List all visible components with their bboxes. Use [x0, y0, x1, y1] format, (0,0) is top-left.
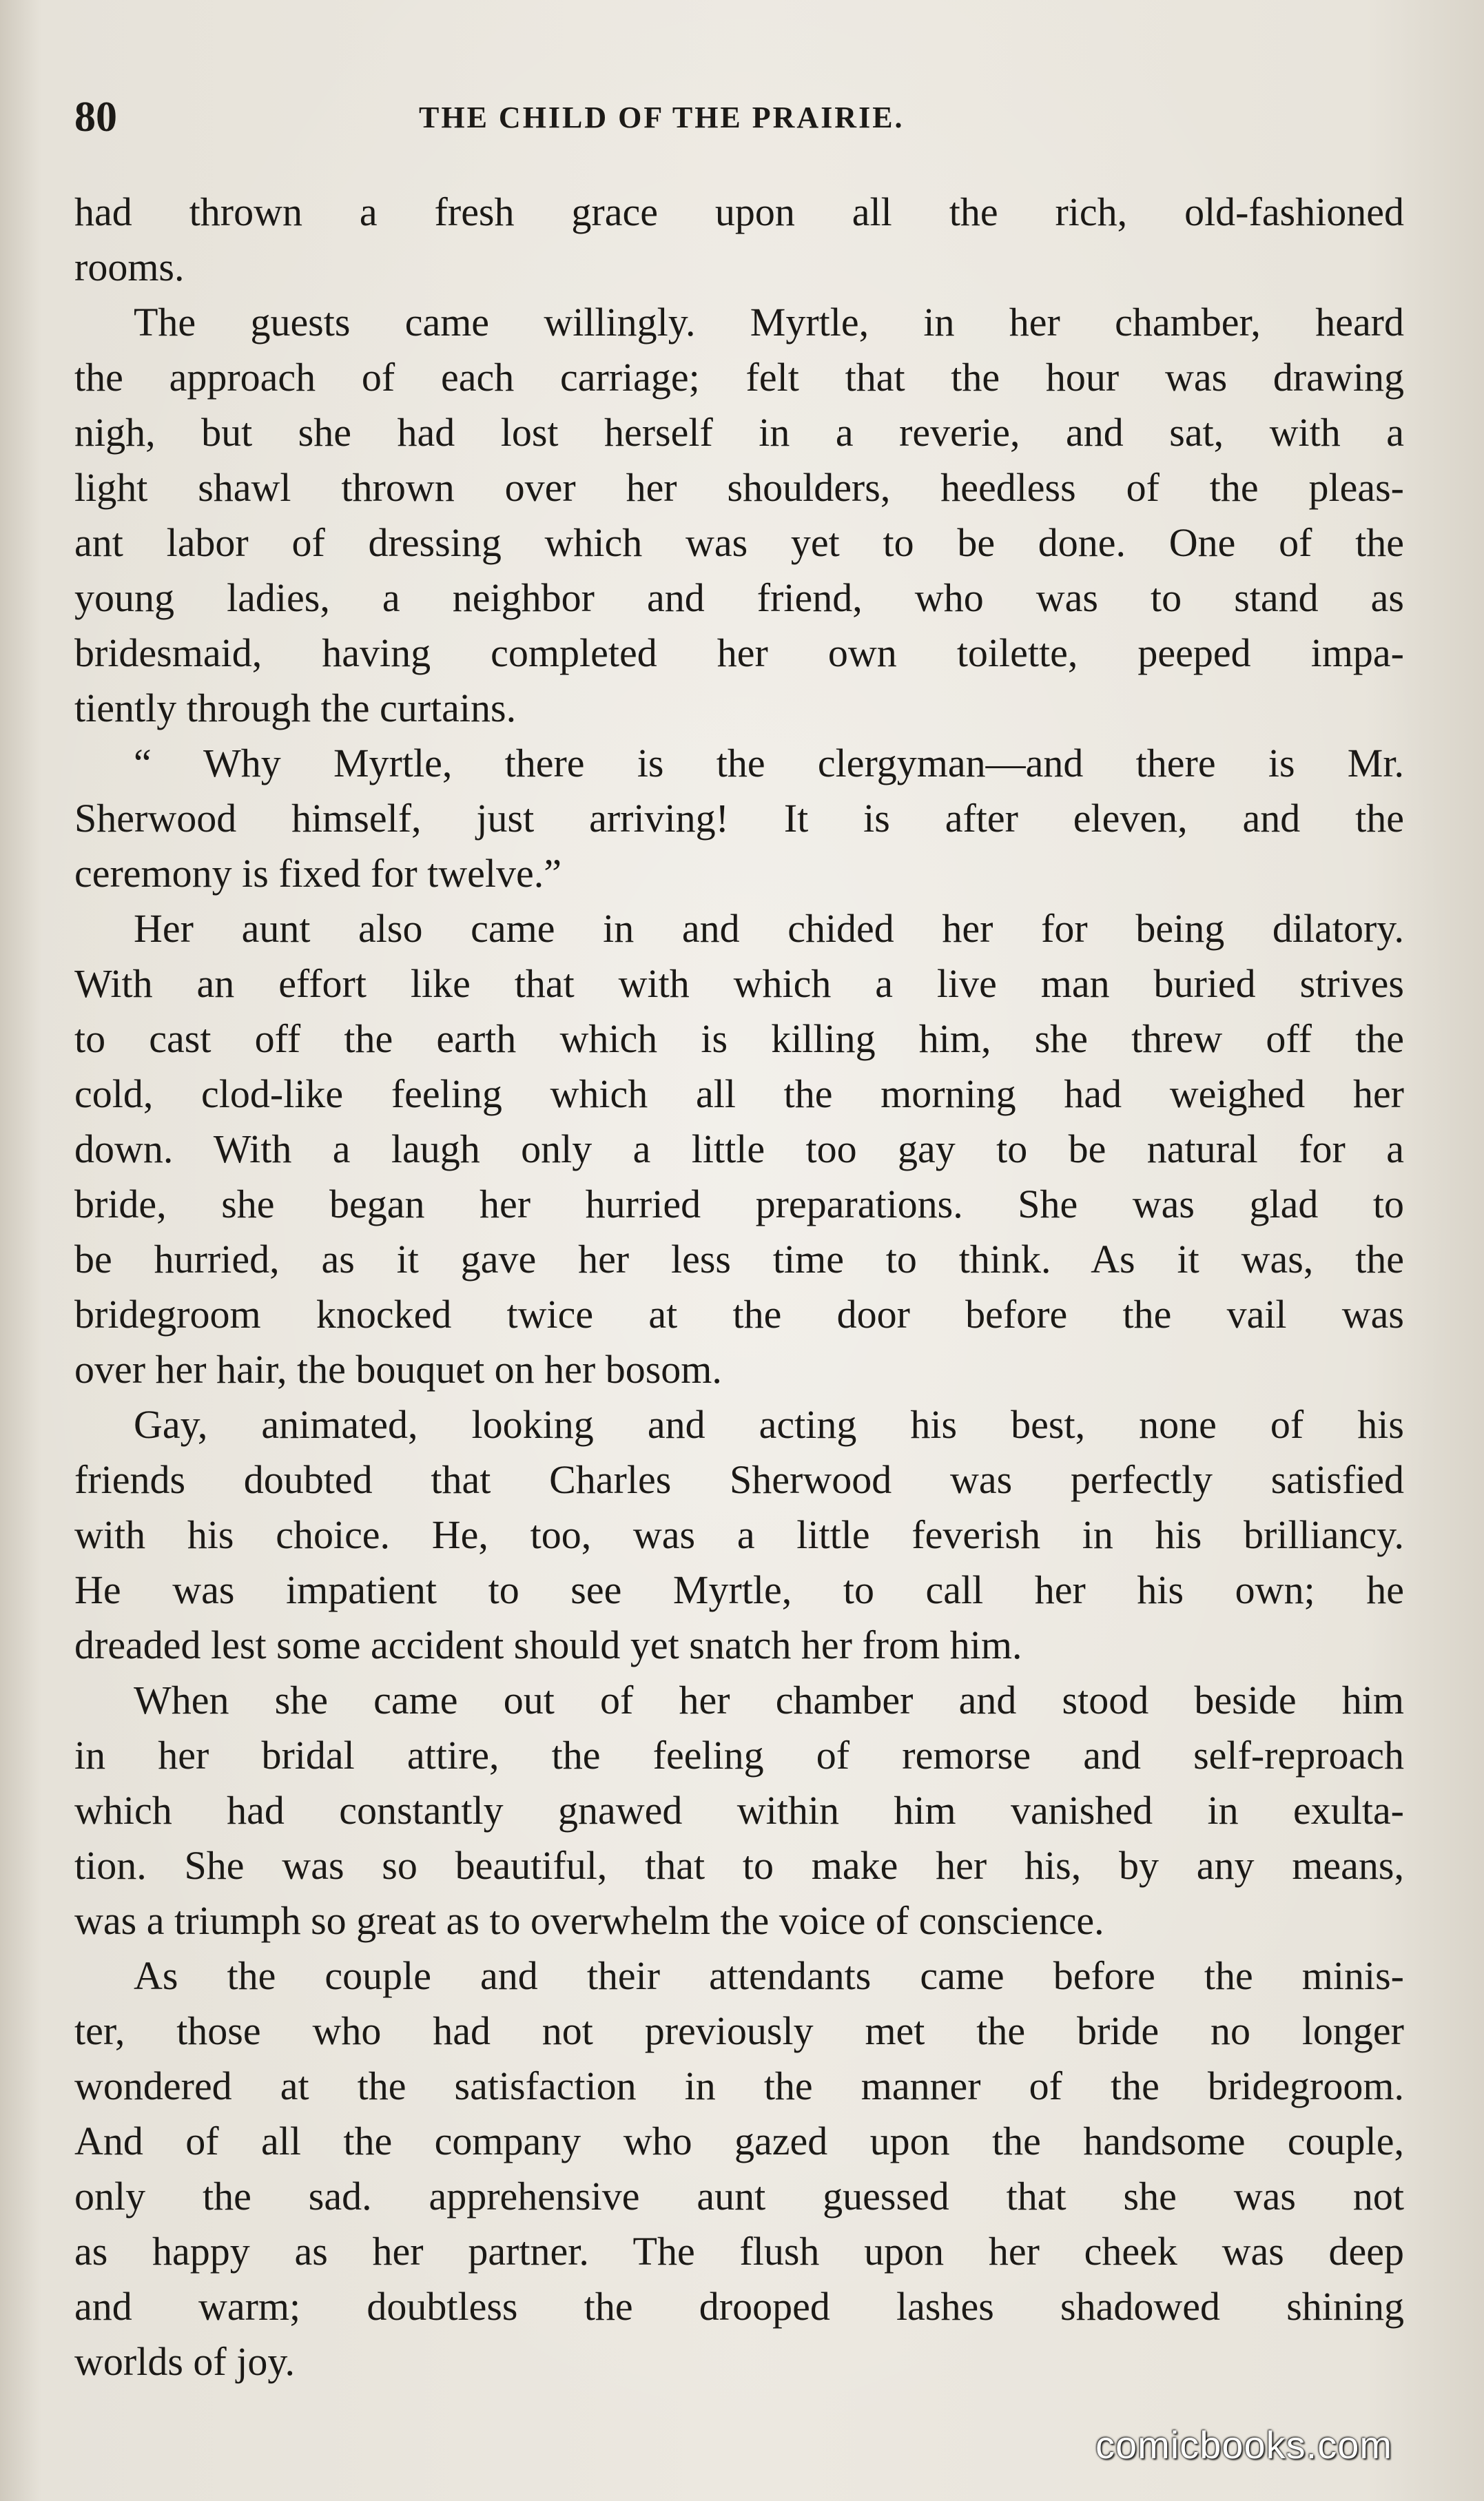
text-line: with his choice. He, too, was a little feverish in his brilliancy.	[74, 1512, 1404, 1557]
text-line: friends doubted that Charles Sherwood was perfectly satisfied	[74, 1457, 1404, 1502]
text-line: had thrown a fresh grace upon all the rich, old-fashioned	[74, 189, 1404, 234]
text-line: tiently through the curtains.	[74, 686, 517, 730]
text-line: With an effort like that with which a live man buried strives	[74, 961, 1404, 1006]
text-line: bridegroom knocked twice at the door before the vail was	[74, 1292, 1404, 1337]
running-title: THE CHILD OF THE PRAIRIE.	[419, 101, 905, 134]
text-line: down. With a laugh only a little too gay to be natural for a	[74, 1126, 1404, 1171]
text-line: as happy as her partner. The flush upon her cheek was deep	[74, 2229, 1404, 2274]
text-line: cold, clod-like feeling which all the morning had weighed her	[74, 1071, 1404, 1116]
text-line: bridesmaid, having completed her own toilette, peeped impa-	[74, 630, 1404, 675]
text-line: Sherwood himself, just arriving! It is after eleven, and the	[74, 796, 1404, 841]
text-line: rooms.	[74, 245, 185, 289]
text-line: bride, she began her hurried preparations. She was glad to	[74, 1182, 1404, 1226]
text-line: was a triumph so great as to overwhelm the voice of conscience.	[74, 1898, 1104, 1943]
text-line: ceremony is fixed for twelve.”	[74, 851, 561, 896]
text-line: light shawl thrown over her shoulders, heedless of the pleas-	[74, 465, 1404, 510]
text-line: only the sad. apprehensive aunt guessed that she was not	[74, 2174, 1404, 2219]
text-line: over her hair, the bouquet on her bosom.	[74, 1347, 722, 1392]
text-line: He was impatient to see Myrtle, to call her his own; he	[74, 1567, 1404, 1612]
text-line: to cast off the earth which is killing him, she threw off the	[74, 1016, 1404, 1061]
text-line: and warm; doubtless the drooped lashes shadowed shining	[74, 2284, 1404, 2329]
text-line: And of all the company who gazed upon the handsome couple,	[74, 2119, 1404, 2163]
text-line: When she came out of her chamber and stood beside him	[134, 1678, 1404, 1722]
text-line: As the couple and their attendants came before the minis-	[134, 1953, 1404, 1998]
text-line: young ladies, a neighbor and friend, who was to stand as	[74, 575, 1404, 620]
text-line: wondered at the satisfaction in the manner of the bridegroom.	[74, 2063, 1404, 2108]
text-line: “ Why Myrtle, there is the clergyman—and there is Mr.	[134, 741, 1404, 785]
text-line: Gay, animated, looking and acting his best, none of his	[134, 1402, 1404, 1447]
text-line: ter, those who had not previously met the bride no longer	[74, 2008, 1404, 2053]
text-line: dreaded lest some accident should yet snatch her from him.	[74, 1623, 1022, 1667]
page-number: 80	[74, 94, 117, 141]
text-line: in her bridal attire, the feeling of remorse and self-reproach	[74, 1733, 1404, 1778]
text-line: Her aunt also came in and chided her for being dilatory.	[134, 906, 1404, 951]
body-text	[74, 185, 1404, 2389]
text-line: ant labor of dressing which was yet to be done. One of the	[74, 520, 1404, 565]
text-line: be hurried, as it gave her less time to think. As it was, the	[74, 1237, 1404, 1282]
text-line: worlds of joy.	[74, 2339, 296, 2384]
text-line: tion. She was so beautiful, that to make her his, by any means,	[74, 1843, 1404, 1888]
text-line: nigh, but she had lost herself in a reverie, and sat, with a	[74, 410, 1404, 455]
text-line: which had constantly gnawed within him vanished in exulta-	[74, 1788, 1404, 1833]
watermark-logo: comicbooks.com	[1095, 2423, 1393, 2467]
text-line: The guests came willingly. Myrtle, in her chamber, heard	[134, 300, 1404, 344]
text-line: the approach of each carriage; felt that the hour was drawing	[74, 355, 1404, 400]
running-head	[74, 93, 1408, 141]
